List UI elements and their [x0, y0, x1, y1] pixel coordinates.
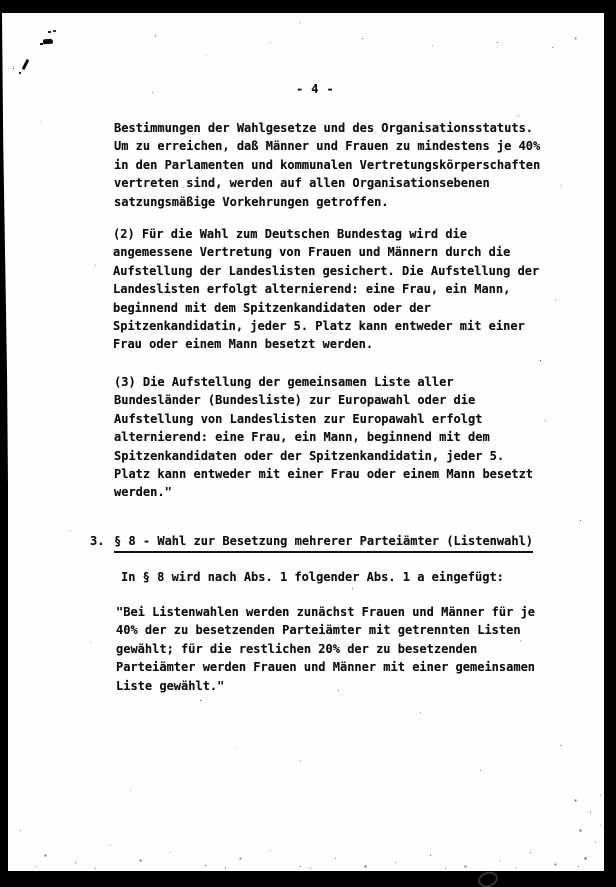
- quote-paragraph: "Bei Listenwahlen werden zunächst Frauen und Männer für je 40% der zu besetzenden Parteiämter mit getrennten Listen gewählt; für die restlichen 20% der zu besetzenden Parteiämter werden Frauen und Männer mit einer gemeinsamen Liste gewählt.": [116, 605, 536, 693]
- body-paragraph-1: Bestimmungen der Wahlgesetze und des Organisationsstatuts. Um zu erreichen, daß Männer und Frauen zu mindestens je 40% in den Parlamenten und kommunalen Vertretungskörperschaften vertreten sind, werden auf allen Organisationsebenen satzungsmäßige Vorkehrungen getroffen.: [114, 121, 541, 209]
- scan-border-right: [604, 13, 616, 871]
- page-number: - 4 -: [296, 82, 335, 96]
- ink-blot-dot: [40, 43, 43, 45]
- ink-slash-dot: [19, 72, 21, 74]
- body-paragraph-2: (2) Für die Wahl zum Deutschen Bundestag wird die angemessene Vertretung von Frauen und Männern durch die Aufstellung der Landeslisten gesichert. Die Aufstellung der Landeslisten erfolgt alternierend: eine Frau, ein Mann, beginnend mit dem Spitzenkandidaten oder der Spitzenkandidatin, jeder 5. Platz kann entweder mit einer Frau oder einem Mann besetzt werden.: [113, 227, 540, 352]
- body-paragraph-3: (3) Die Aufstellung der gemeinsamen Liste aller Bundesländer (Bundesliste) zur Europawahl oder die Aufstellung von Landeslisten zur Europawahl erfolgt alternierend: eine Frau, ein Mann, beginnend mit dem Spitzenkandidaten oder der Spitzenkandidatin, jeder 5. Platz kann entweder mit einer Frau oder einem Mann besetzt werden.": [114, 375, 534, 500]
- section-heading: § 8 - Wahl zur Besetzung mehrerer Parteiämter (Listenwahl): [114, 532, 533, 553]
- scan-border-top: [0, 0, 616, 13]
- scan-border-bottom: [0, 871, 616, 887]
- ink-dots: [48, 31, 51, 33]
- ink-slash-mark: [22, 59, 30, 70]
- scan-noise-speckles: [0, 0, 1, 1]
- section-heading-row: [90, 532, 533, 553]
- section-intro-line: In § 8 wird nach Abs. 1 folgender Abs. 1 a eingefügt:: [121, 570, 504, 584]
- ink-blot-mark: [43, 39, 53, 45]
- scan-border-left: [0, 13, 8, 871]
- section-item-number: 3.: [90, 534, 105, 548]
